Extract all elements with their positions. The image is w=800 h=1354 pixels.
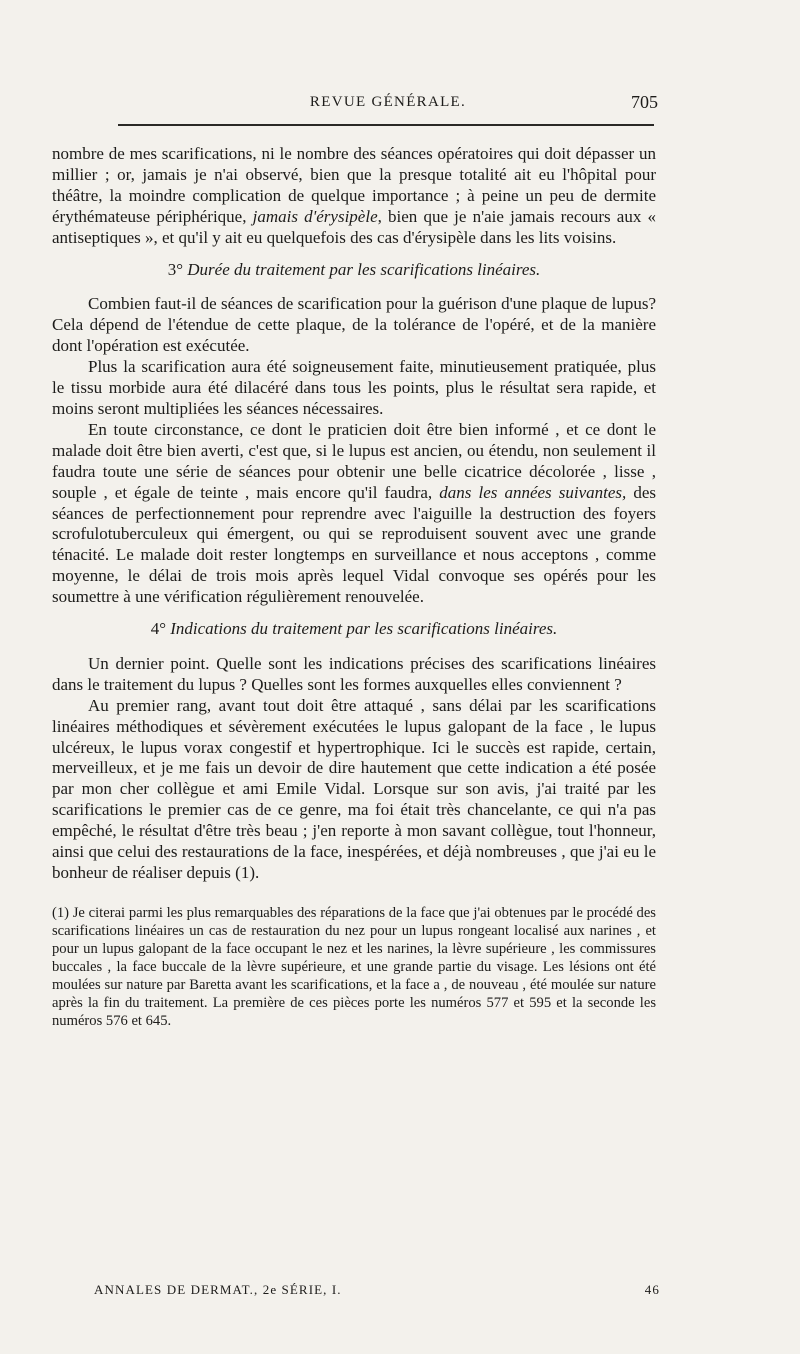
paragraph: Un dernier point. Quelle sont les indications précises des scarifications linéaires dans le traitement du lupus ? Quelles sont les formes auxquelles elles conviennent ? (52, 653, 656, 694)
section-title: Durée du traitement par les scarifications linéaires. (187, 259, 541, 279)
body-text (52, 144, 656, 1030)
italic-emphasis: dans les années suivantes, (439, 482, 627, 502)
paragraph (52, 144, 656, 249)
running-title: REVUE GÉNÉRALE. (309, 94, 467, 110)
paragraph-text: En toute circonstance, ce dont le praticien doit être bien informé , et ce dont le malade doit être bien averti, c'est que, si le lupus est ancien, ou étendu, non seulement il faudra toute une série de séances pour obtenir une belle cicatrice décolorée , lisse , souple , et égale de teinte , mais encore qu'il faudra, (52, 419, 656, 502)
page-number: 705 (631, 92, 658, 112)
paragraph: Combien faut-il de séances de scarification pour la guérison d'une plaque de lupus? Cela dépend de l'étendue de cette plaque, de la tolérance de l'opéré, et de la manière dont l'opération est exécutée. (52, 294, 656, 356)
section-title: Indications du traitement par les scarifications linéaires. (170, 619, 558, 639)
section-number: 3° (167, 259, 184, 279)
gathering-signature: 46 (644, 1282, 660, 1297)
italic-emphasis: jamais d'érysipèle (252, 206, 378, 226)
paragraph-text: des séances de perfectionnement pour reprendre avec l'aiguille la destruction des foyers scrofulotuberculeux qui émergent, ou qui se reproduisent souvent avec une grande ténacité. Le malade doit rester longtemps en surveillance et nous acceptons , comme moyenne, le délai de trois mois après lequel Vidal convoque ses opérés pour les soumettre à une vérification régulièrement renouvelée. (52, 482, 657, 607)
section-heading-3 (52, 260, 656, 281)
footnote: (1) Je citerai parmi les plus remarquables des réparations de la face que j'ai obtenues par le procédé des scarifications linéaires un cas de restauration du nez pour un lupus rongeant localisé aux narines , et pour un lupus galopant de la face occupant le nez et les narines, la lèvre supérieure , les commissures buccales , la face buccale de la lèvre supérieure, et une grande partie du visage. Les lésions ont été moulées sur nature par Baretta avant les scarifications, et la face a , de nouveau , été moulée sur nature après la fin du traitement. La première de ces pièces porte les numéros 577 et 595 et la seconde les numéros 576 et 645. (52, 904, 656, 1029)
section-number: 4° (150, 619, 166, 639)
paragraph-text: , bien que je n'aie jamais recours aux « antiseptiques », et qu'il y ait eu quelquefois des cas d'érysipèle dans les lits voisins. (52, 206, 657, 247)
journal-signature: ANNALES DE DERMAT., 2e SÉRIE, I. (94, 1282, 342, 1297)
paragraph-text: nombre de mes scarifications, ni le nombre des séances opératoires qui doit dépasser un millier ; or, jamais je n'ai observé, bien que la presque totalité ait eu l'hôpital pour théâtre, la moindre complication de quelque importance ; à peine un peu de dermite érythémateuse périphérique, (52, 144, 656, 226)
section-heading-4 (52, 619, 656, 640)
header-rule (118, 124, 654, 126)
paragraph: Plus la scarification aura été soigneusement faite, minutieusement pratiquée, plus le tissu morbide aura été dilacéré dans tous les points, plus le résultat sera rapide, et moins seront multipliées les séances nécessaires. (52, 357, 656, 418)
page-header (118, 92, 658, 116)
page-footer (94, 1282, 660, 1302)
paragraph: Au premier rang, avant tout doit être attaqué , sans délai par les scarifications linéaires méthodiques et sévèrement exécutées le lupus galopant de la face , le lupus ulcéreux, le lupus vorax congestif et hypertrophique. Ici le succès est rapide, certain, merveilleux, et je me fais un devoir de dire hautement que cette indication a été posée par mon cher collègue et ami Emile Vidal. Lorsque sur son avis, j'ai traité par les scarifications le premier cas de ce genre, ma foi était très chancelante, ce qui n'a pas empêché, le résultat d'être très beau ; j'en reporte à mon savant collègue, tout l'honneur, ainsi que celui des restaurations de la face, inespérées, et déjà nombreuses , que j'ai eu le bonheur de réaliser depuis (1). (52, 695, 656, 882)
paragraph (52, 420, 656, 608)
